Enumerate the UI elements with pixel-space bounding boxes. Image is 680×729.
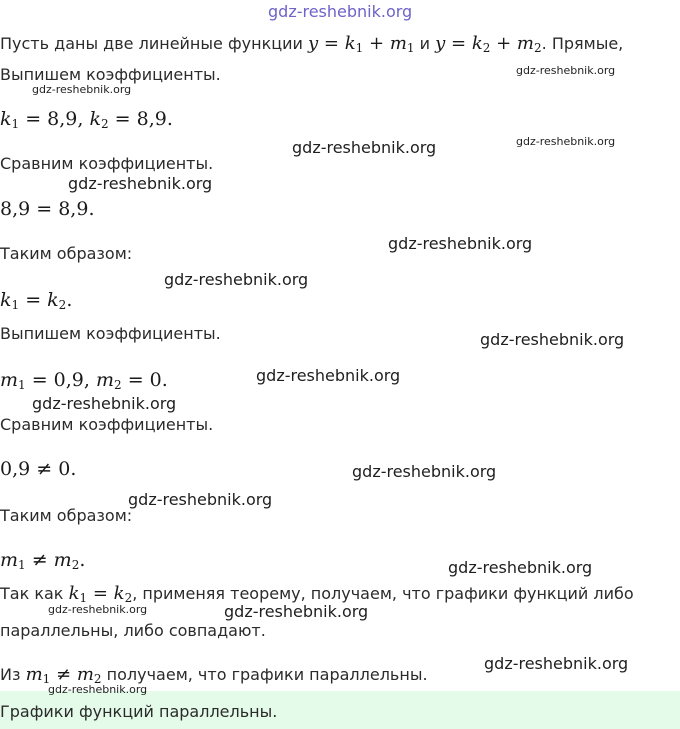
watermark: gdz-reshebnik.org [516, 64, 616, 77]
step-compare-k: Сравним коэффициенты. [0, 154, 214, 173]
answer-text: Графики функций параллельны. [0, 702, 278, 721]
step-write-m: Выпишем коэффициенты. [0, 324, 221, 343]
m1-value: 0,9 [53, 369, 84, 391]
step-conclude-m: Таким образом: [0, 506, 133, 525]
formula-k-values: $k_1 = 8,9$, $k_2 = 8,9$. [0, 108, 173, 131]
step-theorem-line2: параллельны, либо совпадают. [0, 621, 266, 640]
k1-value: 8,9 [47, 108, 78, 130]
intro-and: и [419, 34, 431, 53]
step-write-k: Выпишем коэффициенты. [0, 65, 221, 84]
intro-suffix: . Прямые, [541, 34, 624, 53]
watermark: gdz-reshebnik.org [352, 462, 497, 481]
final-formula: $m_1 \ne m_2$ [25, 664, 102, 686]
m-left: 0,9 [0, 458, 31, 480]
formula-m-not-equal: 0,9 ≠ 0. [0, 458, 77, 480]
watermark: gdz-reshebnik.org [48, 683, 148, 696]
step-conclude-k: Таким образом: [0, 244, 133, 263]
m2-value: 0 [149, 369, 162, 391]
watermark: gdz-reshebnik.org [448, 558, 593, 577]
formula-m1-neq-m2: $m_1 \ne m_2$. [0, 549, 86, 572]
watermark: gdz-reshebnik.org [516, 135, 616, 148]
intro-line [0, 33, 623, 55]
theorem-suffix: , применяя теорему, получаем, что графики функций либо [132, 584, 634, 603]
step-compare-m: Сравним коэффициенты. [0, 415, 214, 434]
formula-y1: $y = k_1 + m_1$ [308, 33, 415, 55]
k-left: 8,9 [0, 198, 31, 220]
watermark: gdz-reshebnik.org [68, 174, 213, 193]
answer-box [0, 691, 680, 729]
theorem-formula: $k_1 = k_2$ [68, 583, 133, 605]
watermark: gdz-reshebnik.org [292, 138, 437, 157]
watermark: gdz-reshebnik.org [32, 83, 132, 96]
watermark: gdz-reshebnik.org [480, 330, 625, 349]
intro-prefix: Пусть даны две линейные функции [0, 34, 303, 53]
watermark: gdz-reshebnik.org [388, 234, 533, 253]
watermark: gdz-reshebnik.org [256, 366, 401, 385]
watermark-top: gdz-reshebnik.org [268, 2, 413, 21]
formula-k-equal: 8,9 = 8,9. [0, 198, 95, 220]
formula-k1-eq-k2: $k_1 = k_2$. [0, 289, 73, 312]
watermark: gdz-reshebnik.org [128, 490, 273, 509]
k-right: 8,9 [58, 198, 89, 220]
formula-m-values: $m_1 = 0,9$, $m_2 = 0$. [0, 369, 168, 392]
watermark: gdz-reshebnik.org [164, 270, 309, 289]
watermark: gdz-reshebnik.org [32, 394, 177, 413]
theorem-prefix: Так как [0, 584, 64, 603]
final-prefix: Из [0, 665, 21, 684]
watermark: gdz-reshebnik.org [48, 603, 148, 616]
k2-value: 8,9 [136, 108, 167, 130]
watermark: gdz-reshebnik.org [224, 602, 369, 621]
m-right: 0 [58, 458, 71, 480]
formula-y2: $y = k_2 + m_2$ [435, 33, 542, 55]
watermark: gdz-reshebnik.org [484, 654, 629, 673]
final-suffix: получаем, что графики параллельны. [106, 665, 428, 684]
